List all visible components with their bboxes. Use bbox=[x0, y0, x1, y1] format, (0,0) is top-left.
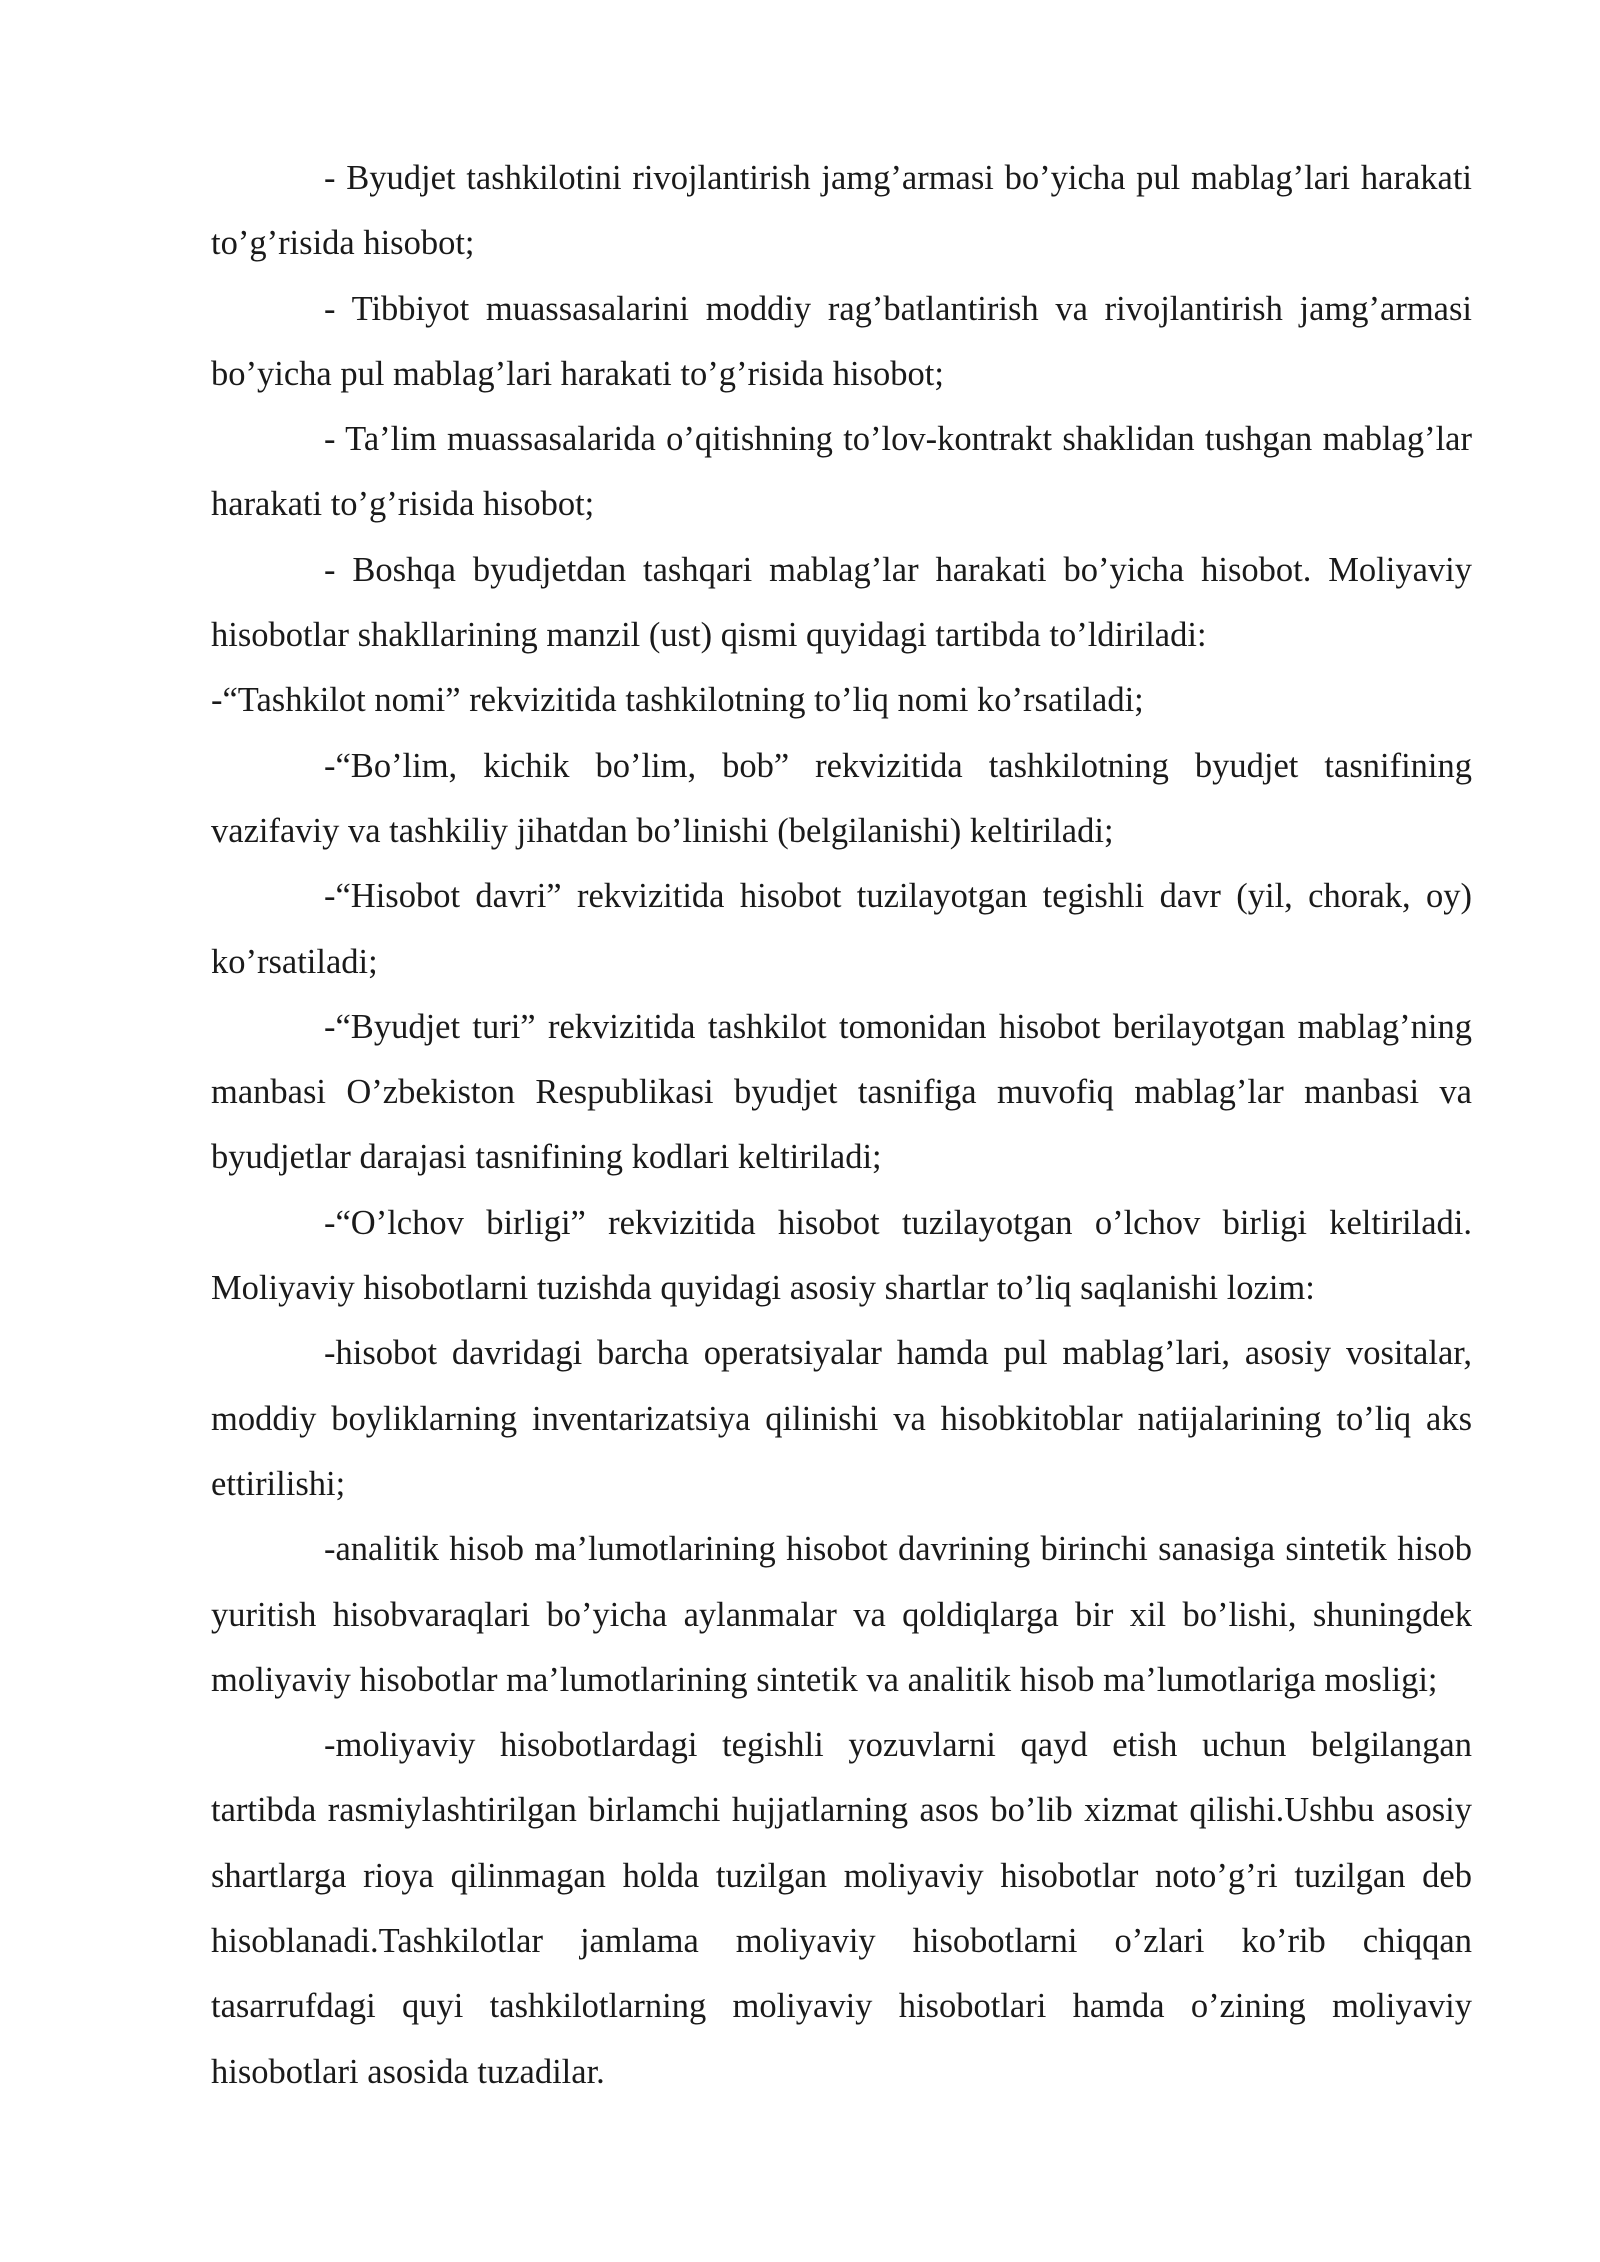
document-body bbox=[211, 146, 1472, 2105]
paragraph-other-funds-report: - Boshqa byudjetdan tashqari mablag’lar harakati bo’yicha hisobot. Moliyaviy hisobotlar shakllarining manzil (ust) qismi quyidagi tartibda to’ldiriladi: bbox=[211, 550, 1472, 655]
paragraph-education-contract-report: - Ta’lim muassasalarida o’qitishning to’lov-kontrakt shaklidan tushgan mablag’lar harakati to’g’risida hisobot; bbox=[211, 420, 1472, 524]
paragraph-section-division: -“Bo’lim, kichik bo’lim, bob” rekvizitida tashkilotning byudjet tasnifining vazifaviy va tashkiliy jihatdan bo’linishi (belgilanishi) keltiriladi; bbox=[211, 746, 1472, 850]
paragraph-unit-of-measure: -“O’lchov birligi” rekvizitida hisobot tuzilayotgan o’lchov birligi keltiriladi. Moliyaviy hisobotlarni tuzishda quyidagi asosiy shartlar to’liq saqlanishi lozim: bbox=[211, 1203, 1472, 1308]
paragraph-analytic-synthetic: -analitik hisob ma’lumotlarining hisobot davrining birinchi sanasiga sintetik hisob yuritish hisobvaraqlari bo’yicha aylanmalar va qoldiqlarga bir xil bo’lishi, shuningdek moliyaviy hisobotlar ma’lumotlarining sintetik va analitik hisob ma’lumotlariga mosligi; bbox=[211, 1530, 1472, 1699]
paragraph-byudjet-fund-report: - Byudjet tashkilotini rivojlantirish jamg’armasi bo’yicha pul mablag’lari harakati to’g’risida hisobot; bbox=[211, 159, 1472, 263]
paragraph-medical-fund-report: - Tibbiyot muassasalarini moddiy rag’batlantirish va rivojlantirish jamg’armasi bo’yicha pul mablag’lari harakati to’g’risida hisobot; bbox=[211, 289, 1472, 393]
paragraph-primary-documents: -moliyaviy hisobotlardagi tegishli yozuvlarni qayd etish uchun belgilangan tartibda rasmiylashtirilgan birlamchi hujjatlarning asos bo’lib xizmat qilishi.Ushbu asosiy shartlarga rioya qilinmagan holda tuzilgan moliyaviy hisobotlar noto’g’ri tuzilgan deb hisoblanadi.Tashkilotlar jamlama moliyaviy hisobotlarni o’zlari ko’rib chiqqan tasarrufdagi quyi tashkilotlarning moliyaviy hisobotlari hamda o’zining moliyaviy hisobotlari asosida tuzadilar. bbox=[211, 1726, 1472, 2091]
paragraph-inventory-operations: -hisobot davridagi barcha operatsiyalar hamda pul mablag’lari, asosiy vositalar, moddiy boyliklarning inventarizatsiya qilinishi va hisobkitoblar natijalarining to’liq aks ettirilishi; bbox=[211, 1334, 1472, 1503]
paragraph-reporting-period: -“Hisobot davri” rekvizitida hisobot tuzilayotgan tegishli davr (yil, chorak, oy) ko’rsatiladi; bbox=[211, 877, 1472, 981]
paragraph-organization-name: -“Tashkilot nomi” rekvizitida tashkilotning to’liq nomi ko’rsatiladi; bbox=[211, 681, 1144, 720]
paragraph-budget-type: -“Byudjet turi” rekvizitida tashkilot tomonidan hisobot berilayotgan mablag’ning manbasi O’zbekiston Respublikasi byudjet tasnifiga muvofiq mablag’lar manbasi va byudjetlar darajasi tasnifining kodlari keltiriladi; bbox=[211, 1007, 1472, 1177]
